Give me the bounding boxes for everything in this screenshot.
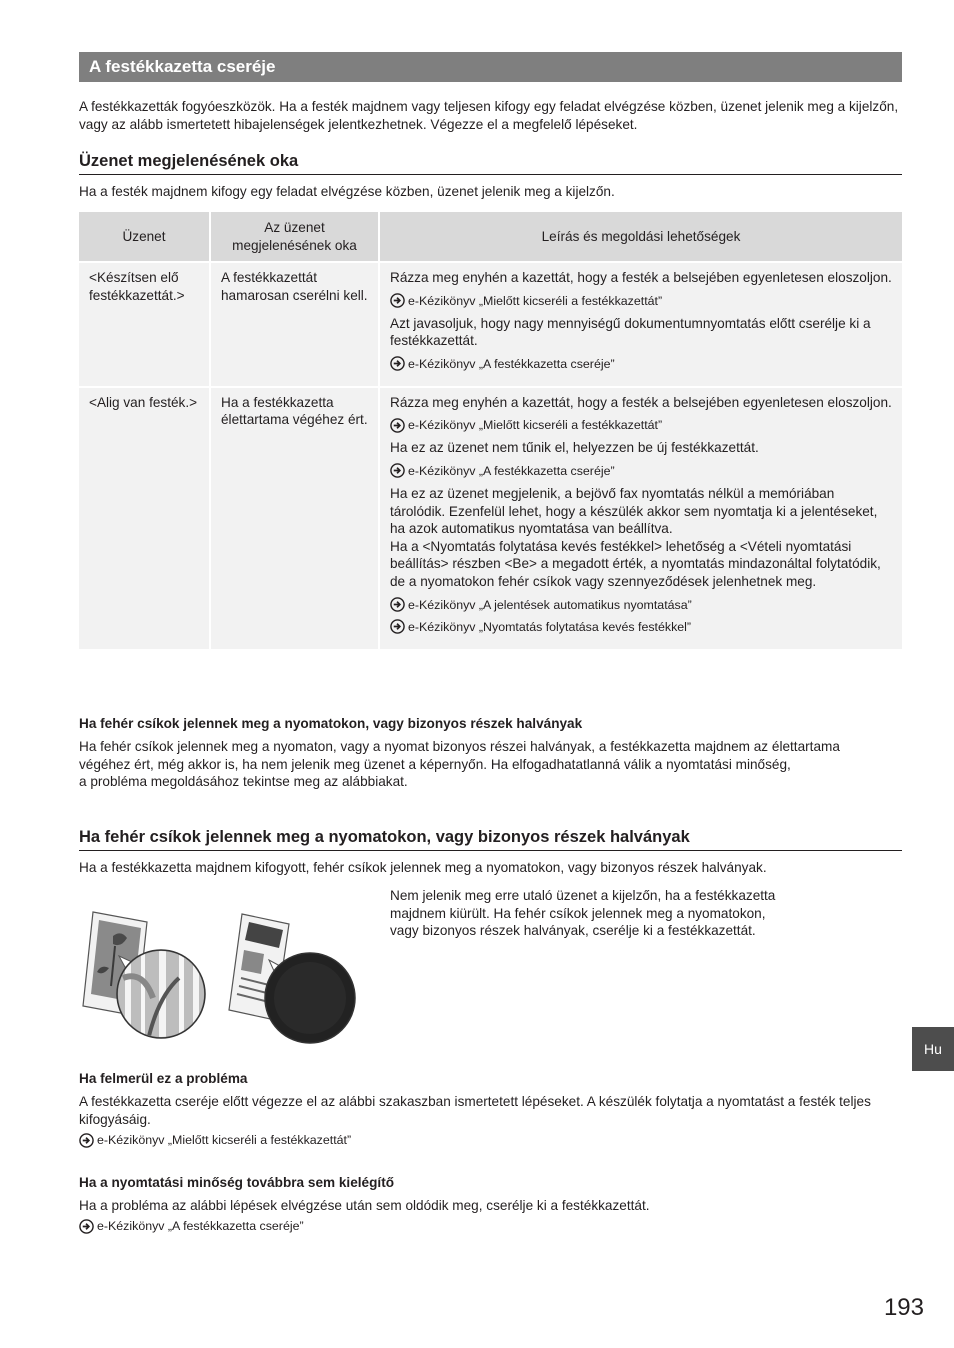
arrow-right-circle-icon — [79, 1219, 94, 1234]
table-row — [79, 387, 902, 649]
manual-reference-link[interactable] — [79, 1132, 351, 1148]
table-cell-message: <Készítsen elő festékkazettát.> — [79, 262, 210, 387]
zoomed-streaks-icon — [117, 950, 205, 1040]
manual-reference-text: e-Kézikönyv „Mielőtt kicseréli a festékkazettát” — [408, 418, 663, 433]
faded-print-illustration — [79, 906, 364, 1046]
manual-reference-link[interactable] — [390, 356, 892, 372]
description-text: Rázza meg enyhén a kazettát, hogy a festék a belsejében egyenletesen eloszoljon. — [390, 270, 892, 285]
quality-title: Ha a nyomtatási minőség továbbra sem kielégítő — [79, 1175, 395, 1190]
side-note-line: majdnem kiürült. Ha fehér csíkok jelennek meg a nyomatokon, — [390, 905, 766, 921]
manual-reference-text: e-Kézikönyv „Nyomtatás folytatása kevés festékkel” — [408, 619, 692, 634]
manual-reference-text: e-Kézikönyv „Mielőtt kicseréli a festékkazettát” — [408, 293, 663, 308]
side-note-line: Nem jelenik meg erre utaló üzenet a kijelzőn, ha a festékkazetta — [390, 888, 776, 903]
manual-reference-link[interactable] — [390, 463, 892, 479]
manual-reference-link[interactable] — [79, 1218, 304, 1234]
section-message-cause-text: Ha a festék majdnem kifogy egy feladat elvégzése közben, üzenet jelenik meg a kijelzőn. — [79, 184, 615, 199]
table-header-cause: Az üzenet megjelenésének oka — [210, 212, 379, 262]
table-header-message: Üzenet — [79, 212, 210, 262]
quality-text: Ha a probléma az alábbi lépések elvégzése után sem oldódik meg, cserélje ki a festékkazettát. — [79, 1198, 650, 1213]
description-text: Rázza meg enyhén a kazettát, hogy a festék a belsejében egyenletesen eloszoljon. — [390, 394, 892, 410]
side-note-line: vagy bizonyos részek halványak, cserélje ki a festékkazettát. — [390, 923, 756, 939]
manual-reference-text: e-Kézikönyv „A jelentések automatikus nyomtatása” — [408, 597, 692, 612]
manual-reference-link[interactable] — [390, 417, 892, 433]
description-text: Ha ez az üzenet nem tűnik el, helyezzen be új festékkazettát. — [390, 440, 759, 456]
message-table — [79, 212, 902, 649]
section-heading-white-streaks: Ha fehér csíkok jelennek meg a nyomatokon, vagy bizonyos részek halványak — [79, 827, 902, 851]
table-row — [79, 262, 902, 387]
section-title-banner: A festékkazetta cseréje — [79, 52, 902, 82]
manual-reference-text: e-Kézikönyv „Mielőtt kicseréli a festékkazettát” — [97, 1133, 352, 1147]
side-note — [390, 887, 775, 940]
table-cell-cause: Ha a festékkazetta élettartama végéhez ért. — [210, 387, 379, 649]
arrow-right-circle-icon — [390, 619, 405, 634]
problem-title: Ha felmerül ez a probléma — [79, 1071, 248, 1086]
language-tab: Hu — [912, 1027, 954, 1071]
table-cell-description — [379, 387, 902, 649]
subsection-line: végéhez ért, még akkor is, ha nem jelenik meg üzenet a képernyőn. Ha elfogadhatatlanná válik a nyomtatási minőség, — [79, 756, 791, 772]
manual-reference-link[interactable] — [390, 619, 892, 635]
page-number: 193 — [883, 1294, 924, 1321]
intro-paragraph: A festékkazetták fogyóeszközök. Ha a festék majdnem vagy teljesen kifogy egy feladat elvégzése közben, üzenet jelenik meg a kijelzőn, vagy az alább ismertetett hibajelenségek jelentkezhetnek. Végezze el a megfelelő lépéseket. — [79, 99, 899, 132]
table-cell-cause: A festékkazettát hamarosan cserélni kell. — [210, 262, 379, 387]
subsection-title: Ha fehér csíkok jelennek meg a nyomatokon, vagy bizonyos részek halványak — [79, 716, 583, 731]
zoomed-dark-area-icon — [265, 953, 355, 1043]
arrow-right-circle-icon — [390, 463, 405, 478]
description-text: Ha a <Nyomtatás folytatása kevés festékkel> lehetőség a <Vételi nyomtatási beállítás> részben <Be> a megadott érték, a nyomtatás mindazonáltal folytatódik, de a nyomatokon fehér csíkok vagy szennyeződések jelenhetnek meg. — [390, 538, 881, 589]
table-cell-description — [379, 262, 902, 387]
arrow-right-circle-icon — [390, 356, 405, 371]
subsection-paragraph — [79, 738, 902, 791]
manual-reference-link[interactable] — [390, 293, 892, 309]
manual-reference-link[interactable] — [390, 597, 892, 613]
manual-reference-text: e-Kézikönyv „A festékkazetta cseréje” — [408, 356, 615, 371]
subsection-line: Ha fehér csíkok jelennek meg a nyomaton, vagy a nyomat bizonyos részei halványak, a festékkazetta majdnem az élettartama — [79, 739, 840, 754]
problem-text: A festékkazetta cseréje előtt végezze el az alábbi szakaszban ismertetett lépéseket. A készülék folytatja a nyomtatást a festék teljes kifogyásáig. — [79, 1094, 871, 1127]
subsection-line: a probléma megoldásához tekintse meg az alábbiakat. — [79, 774, 408, 790]
table-cell-message: <Alig van festék.> — [79, 387, 210, 649]
section-white-streaks-text: Ha a festékkazetta majdnem kifogyott, fehér csíkok jelennek meg a nyomatokon, vagy bizonyos részek halványak. — [79, 860, 767, 875]
description-text: Azt javasoljuk, hogy nagy mennyiségű dokumentumnyomtatás előtt cserélje ki a festékkazettát. — [390, 315, 871, 349]
arrow-right-circle-icon — [390, 293, 405, 308]
description-text: Ha ez az üzenet megjelenik, a bejövő fax nyomtatás nélkül a memóriában tárolódik. Ezenfelül lehet, hogy a készülék akkor sem nyomtatja ki a jelentéseket, ha azok automatikus nyomtatása van beállítva. — [390, 485, 878, 537]
table-header-description: Leírás és megoldási lehetőségek — [379, 212, 902, 262]
section-heading-message-cause: Üzenet megjelenésének oka — [79, 151, 902, 175]
arrow-right-circle-icon — [390, 418, 405, 433]
arrow-right-circle-icon — [79, 1133, 94, 1148]
manual-reference-text: e-Kézikönyv „A festékkazetta cseréje” — [408, 463, 615, 478]
manual-reference-text: e-Kézikönyv „A festékkazetta cseréje” — [97, 1219, 304, 1233]
arrow-right-circle-icon — [390, 597, 405, 612]
